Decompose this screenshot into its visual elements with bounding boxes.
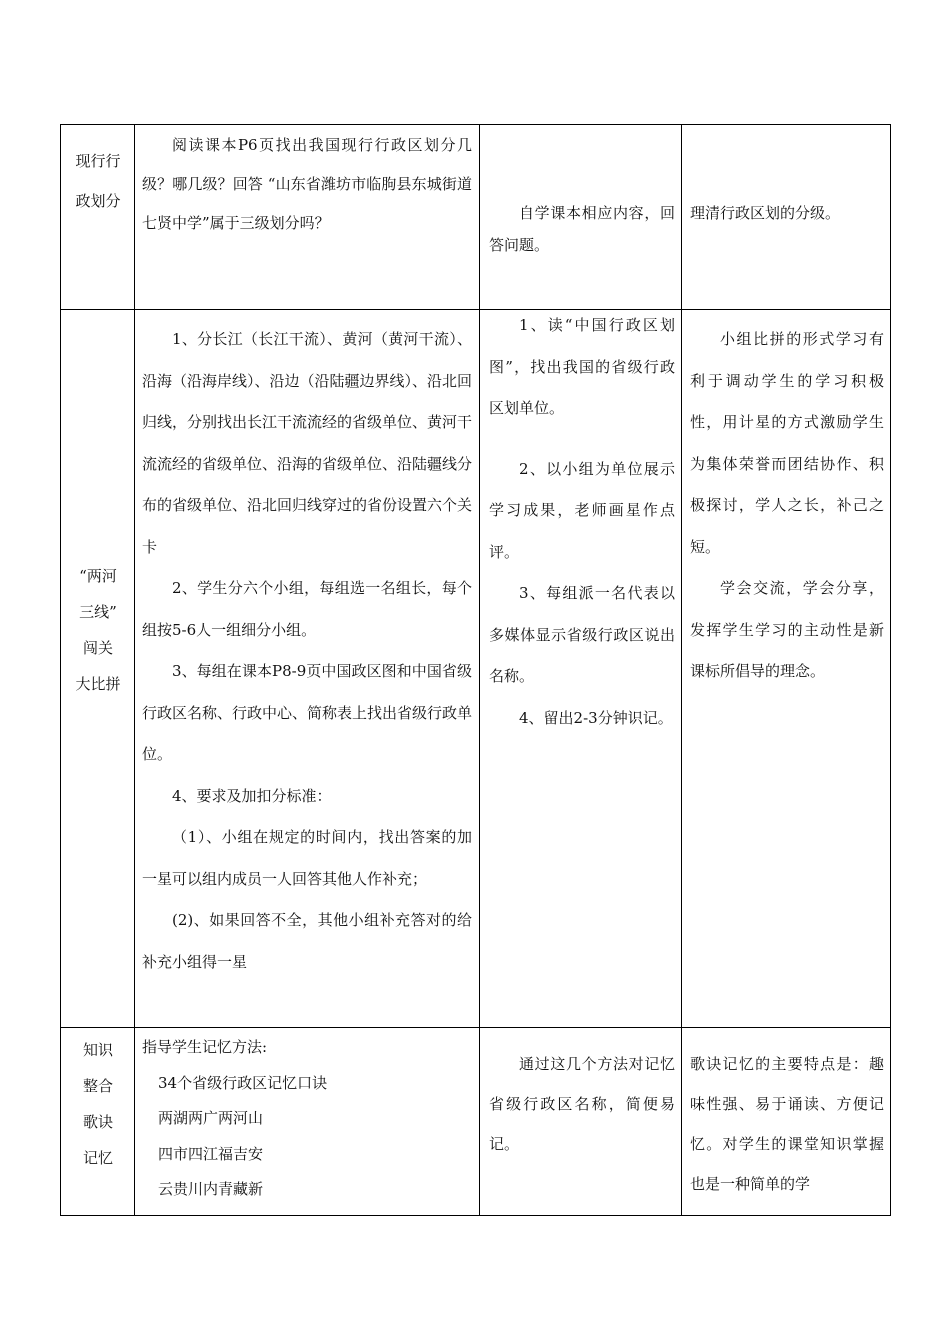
row3-teacher-cell [142,1030,472,1208]
row1-teacher-text: 阅读课本P6页找出我国现行行政区划分几级？哪几级？回答 “山东省潍坊市临朐县东城街道七贤中学”属于三级划分吗？ [142,136,472,232]
row3-student-text: 通过这几个方法对记忆省级行政区名称，简便易记。 [489,1055,675,1153]
row1-teacher-cell [142,126,472,243]
row3-topic-line-2: 整合 [82,1077,113,1095]
row2-intent-para-1: 小组比拼的形式学习有利于调动学生的学习积极性，用计星的方式激励学生为集体荣誉而团结协作、积极探讨，学人之长，补己之短。 [690,330,884,556]
row2-topic-line-1: “两河 [79,567,117,585]
row1-topic-cell [64,141,132,221]
column-divider-3 [681,124,682,1216]
row2-teacher-step-3: 3、每组在课本P8-9页中国政区图和中国省级行政区名称、行政中心、简称表上找出省级行政单位。 [142,662,473,763]
row2-student-step-1: 1、读“中国行政区划图”，找出我国的省级行政区划单位。 [489,316,675,417]
row1-topic-line-2: 政划分 [75,192,121,210]
row3-student-cell [489,1044,675,1164]
row2-student-step-2: 2、以小组为单位展示学习成果，老师画星作点评。 [489,459,675,561]
row3-mnemonic-line-2: 四市四江福吉安 [158,1144,264,1163]
row1-student-text: 自学课本相应内容，回答问题。 [489,204,675,254]
row2-teacher-rule-2: (2)、如果回答不全，其他小组补充答对的给补充小组得一星 [142,911,472,971]
table-right-border [890,124,891,1216]
row3-topic-cell [64,1032,132,1176]
row1-topic-line-1: 现行行 [75,152,121,170]
row-divider-2 [60,1027,891,1028]
column-divider-2 [479,124,480,1216]
row2-topic-cell [64,558,132,702]
row2-intent-cell [690,319,884,693]
row2-topic-line-2: 三线” [79,603,117,621]
row2-student-step-4: 4、留出2-3分钟识记。 [519,708,673,727]
row1-intent-text: 理清行政区划的分级。 [690,204,841,222]
row2-topic-line-3: 闯关 [82,639,113,657]
row2-student-step-3: 3、每组派一名代表以多媒体显示省级行政区说出名称。 [489,584,675,685]
column-divider-1 [134,124,135,1216]
table-bottom-border [60,1215,891,1216]
row2-teacher-cell [142,319,472,983]
row3-mnemonic-title: 34个省级行政区记忆口诀 [158,1073,328,1092]
row1-intent-cell [690,192,884,234]
row1-student-cell [489,197,675,261]
row2-intent-para-2: 学会交流，学会分享，发挥学生学习的主动性是新课标所倡导的理念。 [690,579,884,680]
row2-student-cell [489,305,675,739]
row3-intent-text: 歌诀记忆的主要特点是：趣味性强、易于诵读、方便记忆。对学生的课堂知识掌握也是一种简单的学 [690,1055,884,1193]
row2-topic-line-4: 大比拼 [75,675,121,693]
row-divider-1 [60,309,891,310]
row3-teacher-heading: 指导学生记忆方法: [142,1038,268,1056]
row2-teacher-step-2: 2、学生分六个小组，每组选一名组长，每个组按5-6人一组细分小组。 [142,579,472,639]
row3-topic-line-1: 知识 [82,1041,113,1059]
row3-topic-line-3: 歌诀 [82,1113,113,1131]
table-top-border [60,124,891,125]
row2-teacher-step-4: 4、要求及加扣分标准： [172,786,332,805]
row2-teacher-rule-1: （1）、小组在规定的时间内，找出答案的加一星可以组内成员一人回答其他人作补充； [142,828,472,888]
row2-teacher-step-1: 1、分长江（长江干流）、黄河（黄河干流）、沿海（沿海岸线）、沿边（沿陆疆边界线）、沿北回归线，分别找出长江干流流经的省级单位、黄河干流流经的省级单位、沿海的省级单位、沿陆疆线分布的省级单位、沿北回归线穿过的省份设置六个关卡 [142,330,473,556]
row3-intent-cell [690,1044,884,1212]
row3-mnemonic-line-1: 两湖两广两河山 [158,1109,264,1127]
table-left-border [60,124,61,1216]
row3-topic-line-4: 记忆 [82,1149,113,1167]
row3-mnemonic-line-3: 云贵川内青藏新 [158,1180,264,1198]
